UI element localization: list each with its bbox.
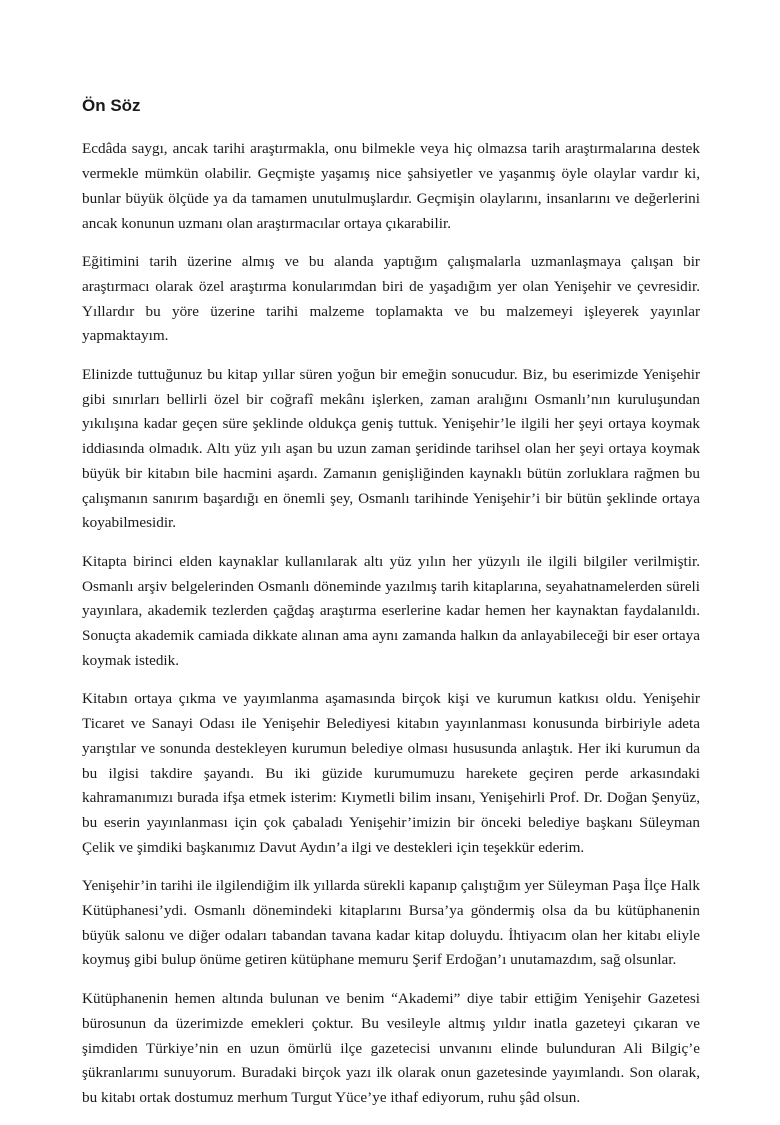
page-title: Ön Söz	[82, 96, 141, 115]
paragraph-6: Yenişehir’in tarihi ile ilgilendiğim ilk yıllarda sürekli kapanıp çalıştığım yer Süleyman Paşa İlçe Halk Kütüphanesi’ydi. Osmanlı dönemindeki kitaplarını Bursa’ya göndermiş olsa da bu kütüphanenin büyük salonu ve diğer odaları tabandan tavana kadar kitap doluydu. İhtiyacım olan her kitabı eliyle koymuş gibi bulup önüme getiren kütüphane memuru Şerif Erdoğan’ı unutamazdım, sağ olsunlar.	[82, 877, 700, 969]
paragraph-5: Kitabın ortaya çıkma ve yayımlanma aşamasında birçok kişi ve kurumun katkısı oldu. Yenişehir Ticaret ve Sanayi Odası ile Yenişehir Belediyesi kitabın yayınlanması konusunda birbiriyle adeta yarıştılar ve sonunda destekleyen kurumun belediye olması hususunda anlaştık. Her iki kurumun da bu ilgisi takdire şayandı. Bu iki güzide kurumumuzu harekete geçiren perde arkasındaki kahramanımızı burada ifşa etmek isterim: Kıymetli bilim insanı, Yenişehirli Prof. Dr. Doğan Şenyüz, bu eserin yayınlanması için çok çabaladı Yenişehir’imizin bir önceki belediye başkanı Süleyman Çelik ve şimdiki başkanımız Davut Aydın’a ilgi ve destekleri için teşekkür ederim.	[82, 690, 700, 856]
paragraph-1: Ecdâda saygı, ancak tarihi araştırmakla, onu bilmekle veya hiç olmazsa tarih araştırmalarına destek vermekle mümkün olabilir. Geçmişte yaşamış nice şahsiyetler ve yaşanmış öyle olaylar vardır ki, bunlar büyük ölçüde ya da tamamen unutulmuşlardır. Geçmişin olaylarını, insanlarını ve değerlerini ancak konunun uzmanı olan araştırmacılar ortaya çıkarabilir.	[82, 140, 700, 232]
paragraph-7: Kütüphanenin hemen altında bulunan ve benim “Akademi” diye tabir ettiğim Yenişehir Gazetesi bürosunun da üzerimizde emekleri çoktur. Bu vesileyle altmış yıldır inatla gazeteyi çıkaran ve şimdiden Türkiye’nin en uzun ömürlü ilçe gazetecisi unvanını elinde bulunduran Ali Bilgiç’e şükranlarımı sunuyorum. Buradaki birçok yazı ilk olarak onun gazetesinde yayımlandı. Son olarak, bu kitabı ortak dostumuz merhum Turgut Yüce’ye ithaf ediyorum, ruhu şâd olsun.	[82, 990, 700, 1106]
document-page	[82, 96, 700, 1125]
paragraph-3: Elinizde tuttuğunuz bu kitap yıllar süren yoğun bir emeğin sonucudur. Biz, bu eserimizde Yenişehir gibi sınırları bellirli özel bir coğrafî mekânı işlerken, zaman aralığını Osmanlı’nın kuruluşundan yıkılışına kadar geçen süre şeklinde oldukça geniş tuttuk. Yenişehir’le ilgili her şeyi ortaya koymak iddiasında olmadık. Altı yüz yılı aşan bu uzun zaman şeridinde tarihsel olan her şeyi ortaya koymak büyük bir kitabın bile hacmini aşardı. Zamanın genişliğinden kaynaklı bütün zorluklara rağmen bu çalışmanın sanırım başardığı en önemli şey, Osmanlı tarihinde Yenişehir’i bir bütün şeklinde ortaya koyabilmesidir.	[82, 366, 700, 532]
paragraph-2: Eğitimini tarih üzerine almış ve bu alanda yaptığım çalışmalarla uzmanlaşmaya çalışan bir araştırmacı olarak özel araştırma konularımdan biri de yaşadığım yer olan Yenişehir ve çevresidir. Yıllardır bu yöre üzerine tarihi malzeme toplamakta ve bu malzemeyi işleyerek yayınlar yapmaktayım.	[82, 253, 700, 345]
paragraph-4: Kitapta birinci elden kaynaklar kullanılarak altı yüz yılın her yüzyılı ile ilgili bilgiler verilmiştir. Osmanlı arşiv belgelerinden Osmanlı döneminde yazılmış tarih kitaplarına, seyahatnamelerden süreli yayınlara, akademik tezlerden çağdaş araştırma eserlerine kadar hemen her kaynaktan faydalanıldı. Sonuçta akademik camiada dikkate alınan ama aynı zamanda halkın da anlayabileceği bir eser ortaya koymak istedik.	[82, 552, 700, 669]
